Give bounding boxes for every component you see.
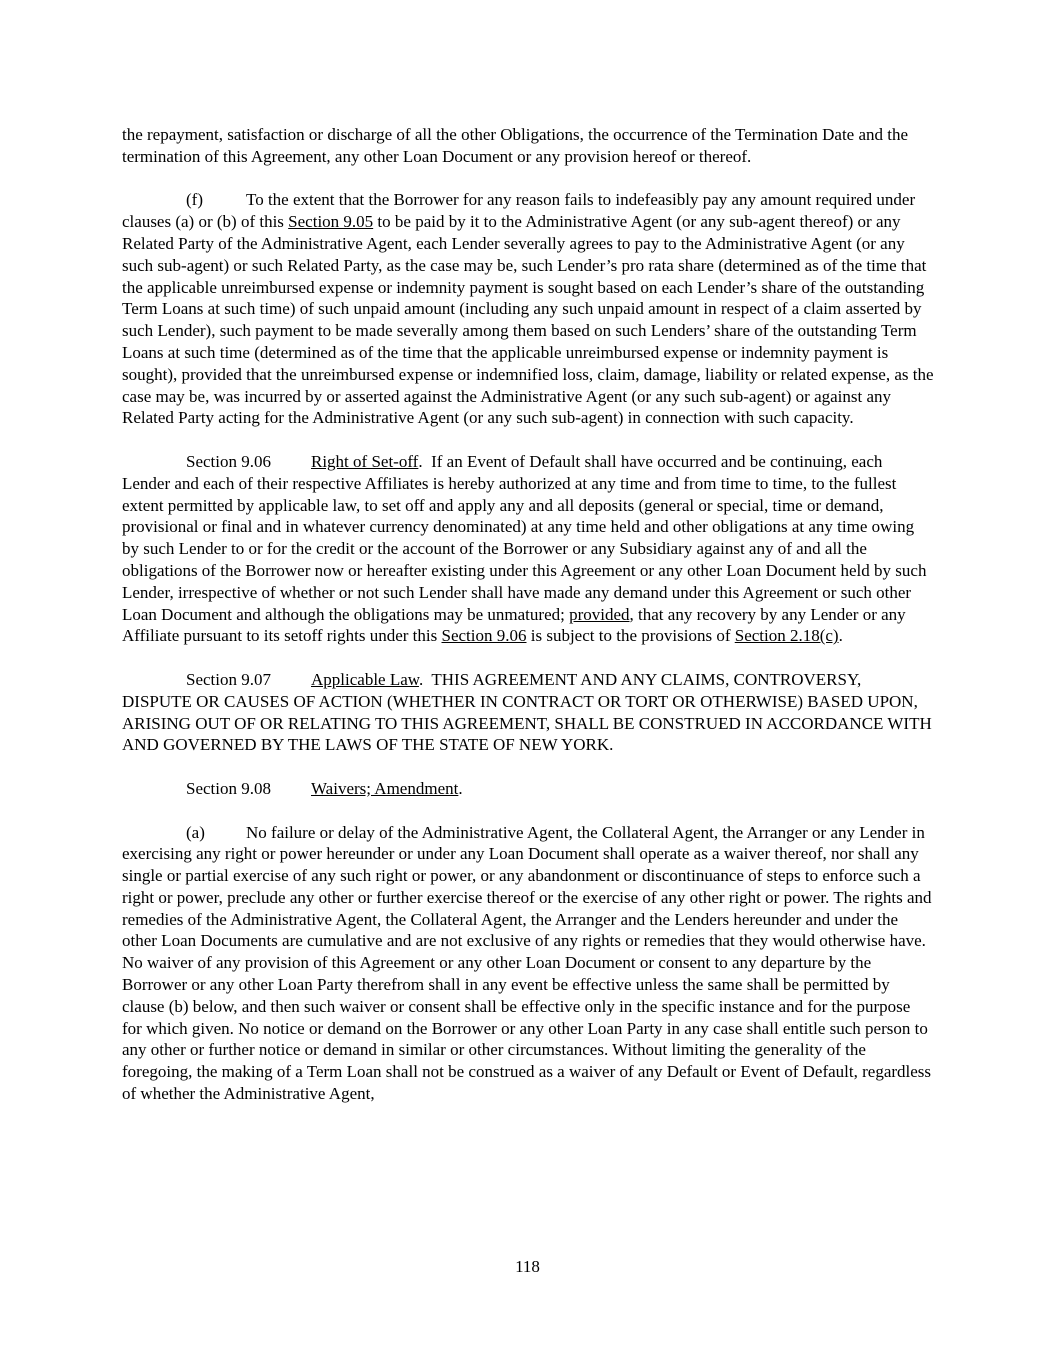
- text-run: No failure or delay of the Administrative Agent, the Collateral Agent, the Arranger or any Lender in exercising any right or power hereunder or under any Loan Document shall operate as a waiver thereof, nor shall any single or partial exercise of any such right or power, or any abandonment or discontinuance of steps to enforce such a right or power, preclude any other or further exercise thereof or the exercise of any other right or power. The rights and remedies of the Administrative Agent, the Collateral Agent, the Arranger and the Lenders hereunder and under the other Loan Documents are cumulative and are not exclusive of any rights or remedies that they would otherwise have. No waiver of any provision of this Agreement or any other Loan Document or consent to any departure by the Borrower or any other Loan Party therefrom shall in any event be effective unless the same shall be permitted by clause (b) below, and then such waiver or consent shall be effective only in the specific instance and for the purpose for which given. No notice or demand on the Borrower or any other Loan Party in any case shall entitle such person to any other or further notice or demand in similar or other circumstances. Without limiting the generality of the foregoing, the making of a Term Loan shall not be construed as a waiver of any Default or Event of Default, regardless of whether the Administrative Agent,: [122, 822, 936, 1104]
- para-section-9-08: [122, 778, 934, 800]
- page-number: 118: [515, 1257, 540, 1276]
- text-run: is subject to the provisions of: [526, 626, 735, 646]
- underlined-text-run: Section 9.05: [288, 212, 374, 232]
- underlined-text-run: Section 2.18(c): [734, 626, 839, 646]
- para-9-08-a: [122, 822, 934, 1105]
- underlined-text-run: Section 9.06: [441, 626, 527, 646]
- text-run: . THIS AGREEMENT AND ANY CLAIMS, CONTROVERSY, DISPUTE OR CAUSES OF ACTION (WHETHER IN CONTRACT OR TORT OR OTHERWISE) BASED UPON, ARISING OUT OF OR RELATING TO THIS AGREEMENT, SHALL BE CONSTRUED IN ACCORDANCE WITH AND GOVERNED BY THE LAWS OF THE STATE OF NEW YORK.: [122, 669, 936, 755]
- underlined-text-run: provided: [569, 604, 630, 624]
- underlined-text-run: Applicable Law: [311, 669, 419, 689]
- para-9-05-f: [122, 189, 938, 429]
- underlined-text-run: Right of Set-off: [311, 451, 419, 471]
- text-run: .: [458, 778, 463, 798]
- paragraph-label: (f): [186, 190, 203, 210]
- text-run: , that any recovery by any Lender or any Affiliate pursuant to its setoff rights under this: [122, 604, 909, 646]
- text-run: . If an Event of Default shall have occurred and be continuing, each Lender and each of their respective Affiliates is hereby authorized at any time and from time to time, to the fullest extent permitted by applicable law, to set off and apply any and all deposits (general or special, time or demand, provisional or final and in whatever currency denominated) at any time held and other obligations at any time owing by such Lender to or for the credit or the account of the Borrower or any Subsidiary against any of and all the obligations of the Borrower now or hereafter existing under this Agreement or any other Loan Document held by such Lender, irrespective of whether or not such Lender shall have made any demand under this Agreement or such other Loan Document and although the obligations may be unmatured;: [122, 451, 931, 624]
- para-section-9-06: [122, 451, 934, 647]
- underlined-text-run: Waivers; Amendment: [311, 778, 459, 798]
- para-obligations-continuation: [122, 124, 934, 168]
- document-body: [122, 124, 938, 1105]
- para-section-9-07: [122, 669, 934, 756]
- text-run: To the extent that the Borrower for any reason fails to indefeasibly pay any amount required under clauses (a) or (b) of this: [122, 190, 920, 232]
- paragraph-label: Section 9.06: [186, 451, 271, 471]
- paragraph-label: Section 9.08: [186, 778, 271, 798]
- paragraph-label: Section 9.07: [186, 669, 271, 689]
- text-run: to be paid by it to the Administrative Agent (or any sub-agent thereof) or any Related Party of the Administrative Agent, each Lender severally agrees to pay to the Administrative Agent (or any such sub-agent) or such Related Party, as the case may be, such Lender’s pro rata share (determined as of the time that the applicable unreimbursed expense or indemnity payment is sought based on each Lender’s share of the outstanding Term Loans at such time) of such unpaid amount (including any such unpaid amount in respect of a claim asserted by such Lender), such payment to be made severally among them based on such Lenders’ share of the outstanding Term Loans at such time (determined as of the time that the applicable unreimbursed expense or indemnity payment is sought), provided that the unreimbursed expense or indemnified loss, claim, damage, liability or related expense, as the case may be, was incurred by or asserted against the Administrative Agent (or any such sub-agent) or against any Related Party acting for the Administrative Agent (or any such sub-agent) in connection with such capacity.: [122, 212, 938, 428]
- paragraph-label: (a): [186, 822, 205, 842]
- text-run: .: [838, 626, 843, 646]
- text-run: the repayment, satisfaction or discharge of all the other Obligations, the occurrence of the Termination Date and the termination of this Agreement, any other Loan Document or any provision hereof or thereof.: [122, 125, 913, 166]
